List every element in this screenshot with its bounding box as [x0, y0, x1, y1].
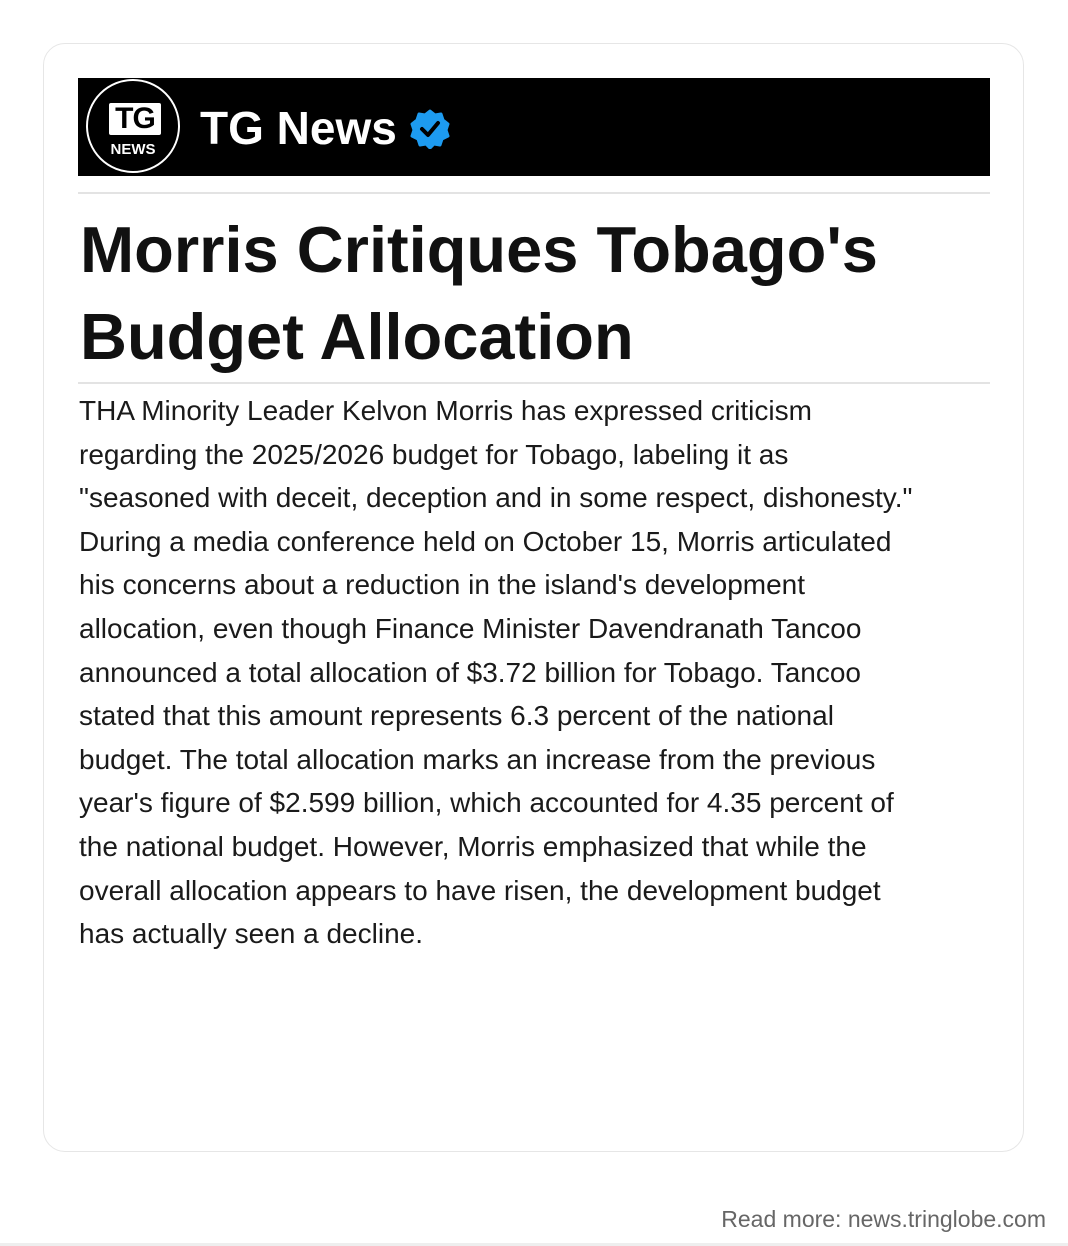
body-line: has actually seen a decline.: [79, 918, 423, 950]
body-line: year's figure of $2.599 billion, which accounted for 4.35 percent of: [79, 787, 894, 819]
headline-line: Budget Allocation: [80, 300, 634, 373]
body-line: overall allocation appears to have risen, the development budget: [79, 874, 881, 906]
logo-tg: TG: [109, 103, 161, 135]
body-line: stated that this amount represents 6.3 percent of the national: [79, 700, 834, 732]
article-body: [79, 389, 912, 956]
divider: [78, 192, 990, 194]
body-line: "seasoned with deceit, deception and in some respect, dishonesty.": [79, 482, 913, 514]
header-banner: [78, 78, 990, 176]
body-line: the national budget. However, Morris emphasized that while the: [79, 830, 867, 862]
logo-news: NEWS: [110, 141, 156, 158]
headline: [80, 206, 878, 380]
verified-badge-icon: [410, 109, 450, 149]
body-line: regarding the 2025/2026 budget for Tobago, labeling it as: [79, 438, 789, 470]
brand-name: TG News: [200, 102, 397, 154]
headline-line: Morris Critiques Tobago's: [80, 213, 878, 286]
body-line: During a media conference held on October 15, Morris articulated: [79, 525, 892, 557]
body-line: announced a total allocation of $3.72 billion for Tobago. Tancoo: [79, 656, 862, 688]
body-line: THA Minority Leader Kelvon Morris has expressed criticism: [79, 395, 812, 426]
divider: [78, 382, 990, 384]
tg-news-logo: [86, 79, 180, 173]
body-line: allocation, even though Finance Minister Davendranath Tancoo: [79, 612, 862, 644]
body-line: his concerns about a reduction in the island's development: [79, 569, 806, 601]
read-more-link[interactable]: Read more: news.tringlobe.com: [721, 1206, 1046, 1232]
body-line: budget. The total allocation marks an increase from the previous: [79, 743, 876, 775]
